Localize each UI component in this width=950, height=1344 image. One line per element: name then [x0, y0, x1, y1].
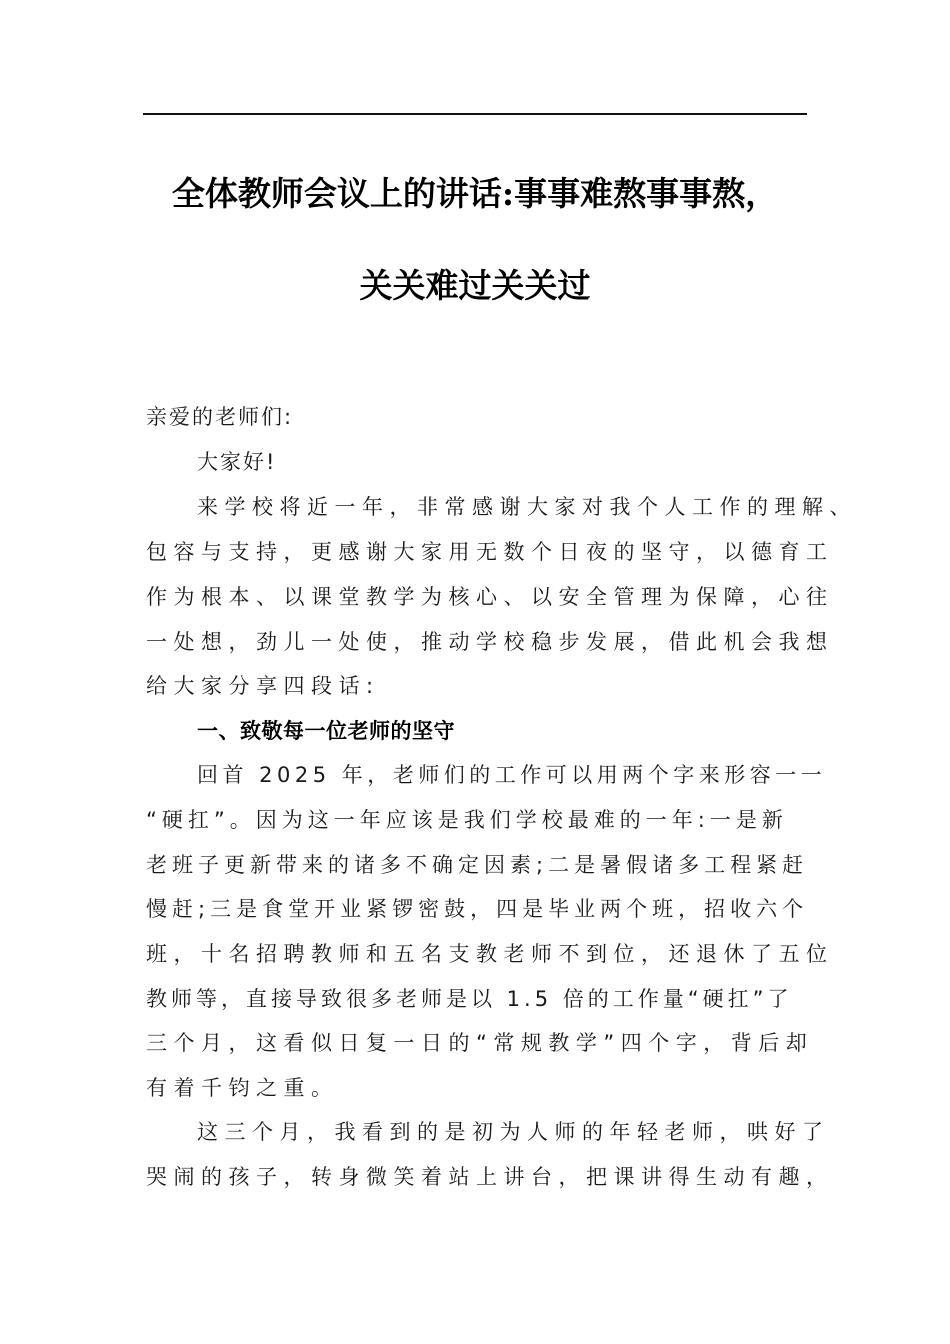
- header-rule: [143, 113, 807, 115]
- section-1-p1-line-5: 班，十名招聘教师和五名支教老师不到位，还退休了五位: [146, 942, 834, 966]
- intro-line-4: 一处想，劲儿一处使，推动学校稳步发展，借此机会我想: [146, 630, 834, 654]
- section-1-p1-line-7: 三个月，这看似日复一日的“常规教学”四个字，背后却: [146, 1031, 814, 1055]
- section-1-p2-line-2: 哭闹的孩子，转身微笑着站上讲台，把课讲得生动有趣，: [146, 1165, 834, 1189]
- document-title-line-1: 全体教师会议上的讲话:事事难熬事事熬，: [171, 174, 779, 213]
- intro-line-2: 包容与支持，更感谢大家用无数个日夜的坚守，以德育工: [146, 540, 834, 564]
- section-1-p1-line-2: “硬扛”。因为这一年应该是我们学校最难的一年:一是新: [146, 808, 788, 832]
- greeting: 大家好!: [197, 450, 277, 474]
- section-1-p1-line-6: 教师等，直接导致很多老师是以 1.5 倍的工作量“硬扛”了: [146, 987, 793, 1011]
- section-1-heading: 一、致敬每一位老师的坚守: [197, 719, 455, 743]
- intro-line-1: 来学校将近一年，非常感谢大家对我个人工作的理解、: [197, 495, 857, 519]
- section-1-p2-line-1: 这三个月，我看到的是初为人师的年轻老师，哄好了: [197, 1120, 830, 1144]
- section-1-p1-line-3: 老班子更新带来的诸多不确定因素;二是暑假诸多工程紧赶: [146, 853, 809, 877]
- section-1-p1-line-4: 慢赶;三是食堂开业紧锣密鼓，四是毕业两个班，招收六个: [146, 897, 809, 921]
- section-1-p1-line-8: 有着千钧之重。: [146, 1076, 339, 1100]
- salutation: 亲爱的老师们:: [146, 405, 294, 429]
- intro-line-5: 给大家分享四段话:: [146, 674, 380, 698]
- intro-line-3: 作为根本、以课堂教学为核心、以安全管理为保障，心往: [146, 585, 834, 609]
- document-title-line-2: 关关难过关关过: [359, 266, 591, 305]
- section-1-p1-line-1: 回首 2025 年，老师们的工作可以用两个字来形容一一: [197, 763, 827, 787]
